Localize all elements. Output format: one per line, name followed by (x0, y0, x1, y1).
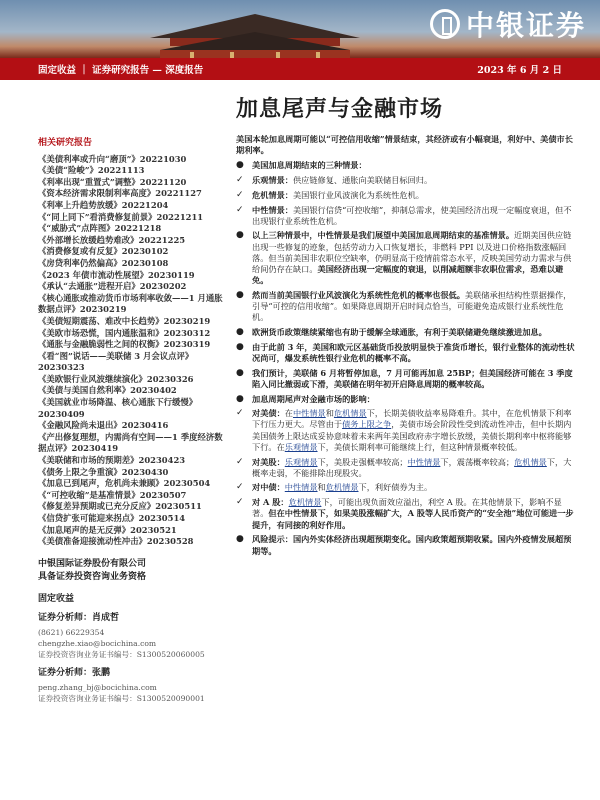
key-point-conclusion: 美国经济出现一定幅度的衰退，以削减超额非农职位需求，恐难以避免。 (252, 264, 564, 286)
related-reports-heading: 相关研究报告 (38, 138, 93, 148)
key-point-lead: 风险提示：国内外实体经济出现超预期变化。国内政策超预期收紧。国内外疫情发展超预期等。 (252, 534, 572, 556)
key-point-text: 和 (317, 482, 326, 493)
key-point-lead: 我们预计，美联储 6 月将暂停加息，7 月可能再加息 25BP；但美国经济可能在 3 季度陷入同比撤弱或下滑，美联储在明年初开启降息周期的概率较高。 (252, 367, 573, 389)
key-point-lead: 由于此前 3 年，美国和欧元区基础货币投放明显快于准货币增长，银行业整体的流动性状况尚可，爆发系统性银行业危机的概率不高。 (252, 341, 575, 363)
key-point (236, 408, 576, 453)
related-report-item[interactable]: 《“可控收缩”是基准情景》20230507 (38, 489, 187, 500)
related-report-item[interactable]: 《2023 年债市流动性展望》20230119 (38, 269, 195, 280)
bullet-icon: ● (236, 160, 244, 171)
scenario-term: 危机情景 (288, 497, 322, 508)
key-point-lead: 对 A 股： (252, 497, 289, 508)
related-report-item[interactable]: 《美欧市场恐慌，国内通胀温和》20230312 (38, 327, 211, 338)
checkmark-icon: ✓ (236, 456, 244, 467)
key-point-lead: 乐观情景： (252, 175, 293, 186)
related-report-item[interactable]: 《利率出现“重置式”调整》20221120 (38, 176, 187, 187)
bullet-icon: ● (236, 341, 244, 352)
key-point-text: 下，利好债券为主。 (358, 482, 433, 493)
related-report-item[interactable]: 《加息尾声的是无反弹》20230521 (38, 524, 177, 535)
key-point-text: 下，美债长期利率可能继续上行，但这种情景概率较低。 (317, 441, 523, 452)
key-point-text: 美国银行业风波演化为系统性危机。 (292, 189, 424, 200)
logo-text: 中银证券 (465, 9, 586, 42)
key-point-text: 近期美国供应链出现一些修复的迹象，包括劳动力入口恢复增长，非燃料 PPI 以及进口价格指数涨幅回落。但当前美国非农职位空缺率，仍明显高于疫情前常态水平，反映美国劳动力需求与供给间仍存在缺口。 (252, 230, 572, 275)
key-point-text: 供应链修复、通胀向美联储目标回归。 (292, 175, 433, 186)
key-point-text: 下，美股走强概率较高； (317, 456, 408, 467)
analyst-email[interactable]: peng.zhang_bj@bocichina.com (38, 682, 157, 692)
key-point (236, 175, 576, 186)
report-header-bar (0, 58, 600, 80)
key-point-text: ，美债市场会阶段性受到流动性冲击，但中长期内美国债务上限达成妥协意味着未来两年美国政府赤字增长放缓，美债长期利率中枢将能够下行。在 (252, 419, 572, 452)
scenario-term: 乐观情景 (284, 441, 318, 452)
bullet-icon: ● (236, 230, 244, 241)
related-report-item[interactable]: 《美欧银行业风波继续演化》20230326 (38, 373, 194, 384)
scenario-term: 危机情景 (333, 408, 367, 419)
key-point (236, 368, 576, 390)
scenario-term: 中性情景 (407, 456, 441, 467)
related-report-item[interactable]: 《产出修复理想，内需尚有空间——1 季度经济数据点评》20230419 (38, 431, 223, 454)
org-license: 具备证券投资咨询业务资格 (38, 571, 147, 582)
palace-roof-image (130, 8, 380, 58)
analyst-phone: (8621) 66229354 (38, 627, 105, 637)
key-point (236, 534, 576, 556)
key-point (236, 457, 576, 479)
sector-label: 固定收益 (38, 593, 75, 604)
boc-logo (430, 4, 586, 44)
related-report-item[interactable]: 《承认“去通胀”进程开启》20230202 (38, 281, 187, 292)
checkmark-icon: ✓ (236, 189, 244, 200)
related-report-item[interactable]: 《美债“险峻”》20221113 (38, 165, 145, 176)
related-report-item[interactable]: 《美债准备迎接流动性冲击》20230528 (38, 536, 194, 547)
related-report-item[interactable]: 《金融风险尚未退出》20230416 (38, 420, 169, 431)
key-point-text: 在 (284, 408, 293, 419)
org-info (38, 558, 226, 584)
related-report-item[interactable]: 《美债利率或升向“磨顶”》20221030 (38, 153, 187, 164)
related-report-item[interactable]: 《“同上同下”看消费修复前景》20221211 (38, 211, 204, 222)
related-report-item[interactable]: 《美国就业市场降温、核心通胀下行缓慢》20230409 (38, 397, 198, 419)
key-point (236, 342, 576, 364)
key-point-lead: 对美债： (252, 408, 285, 419)
related-report-item[interactable]: 《外部增长放缓趋势难改》20221225 (38, 234, 186, 245)
header-banner (0, 0, 600, 58)
checkmark-icon: ✓ (236, 175, 244, 186)
key-point-lead: 美国加息周期结束的三种情景： (252, 160, 367, 171)
bullet-icon: ● (236, 393, 244, 404)
key-point-lead: 加息周期尾声对金融市场的影响： (252, 393, 375, 404)
key-point (236, 482, 576, 493)
scenario-term: 中性情景 (284, 482, 318, 493)
analyst-email[interactable]: chengzhe.xiao@bocichina.com (38, 638, 157, 648)
sidebar (38, 138, 226, 704)
key-point-text: 和 (325, 408, 334, 419)
key-point-text: 美国银行信贷“可控收缩”，抑制总需求，使美国经济出现一定幅度衰退，但不出现银行业系统性危机。 (252, 204, 572, 226)
key-point-text: 美联储承担结构性票据操作，引导“可控的信用收缩”。如果降息周期开启时间点恰当，可能避免造成银行业系统性危机。 (252, 289, 572, 323)
related-report-item[interactable]: 《利率上升趋势放缓》20221204 (38, 199, 169, 210)
related-report-item[interactable]: 《资本经济需求限制利率高度》20221127 (38, 188, 202, 199)
scenario-term: 债务上限之争 (342, 419, 392, 430)
related-report-item[interactable]: 《美联储和市场的预期差》20230423 (38, 455, 186, 466)
report-title: 加息尾声与金融市场 (236, 96, 444, 122)
key-point-lead: 对中债： (252, 482, 285, 493)
report-category: 固定收益 ｜ 证券研究报告 — 深度报告 (38, 65, 204, 76)
related-report-item[interactable]: 《美债短期震荡、难改中长趋势》20230219 (38, 315, 211, 326)
key-point (236, 290, 576, 324)
analyst-license: 证券投资咨询业务证书编号：S1300520060005 (38, 649, 205, 659)
related-report-item[interactable]: 《加息已到尾声，危机尚未兼顾》20230504 (38, 478, 211, 489)
analyst-name: 证券分析师：张鹏 (38, 667, 111, 678)
checkmark-icon: ✓ (236, 408, 244, 419)
analyst-contact (38, 627, 226, 660)
related-report-item[interactable]: 《核心通胀或推动货币市场利率收敛——1 月通胀数据点评》20230219 (38, 292, 223, 315)
key-point (236, 327, 576, 338)
related-report-item[interactable]: 《“威胁式”点阵图》20221218 (38, 223, 162, 234)
key-point (236, 190, 576, 201)
key-point-lead: 欧洲货币政策继续紧缩也有助于缓解全球通胀，有利于美联储避免继续激进加息。 (252, 327, 547, 338)
related-report-item[interactable]: 《修复差异预期或已充分反应》20230511 (38, 501, 202, 512)
key-point-text: 下，震荡概率较高； (440, 456, 515, 467)
scenario-term: 危机情景 (325, 482, 359, 493)
related-report-item[interactable]: 《通胀与金融脆弱性之间的权衡》20230319 (38, 339, 211, 350)
related-report-item[interactable]: 《看“图”说话——美联储 3 月会议点评》20230323 (38, 350, 194, 373)
report-date: 2023 年 6 月 2 日 (477, 65, 562, 76)
key-point-lead: 中性情景： (252, 204, 293, 215)
key-point (236, 230, 576, 286)
bullet-icon: ● (236, 367, 244, 378)
analyst-license: 证券投资咨询业务证书编号：S1300520090001 (38, 693, 205, 703)
scenario-term: 中性情景 (292, 408, 326, 419)
key-point (236, 394, 576, 405)
related-reports-list (38, 154, 226, 548)
key-point-text: 但在中性情景下，如果美股涨幅扩大，A 股等人民币资产的“安全池”地位可能进一步提升，有同接的利好作用。 (252, 508, 574, 530)
bullet-icon: ● (236, 534, 244, 545)
key-points-list (236, 160, 576, 556)
related-report-item[interactable]: 《债务上限之争重演》20230430 (38, 466, 169, 477)
key-point (236, 497, 576, 531)
key-point-lead: 危机情景： (252, 189, 293, 200)
key-point (236, 160, 576, 171)
org-name: 中银国际证券股份有限公司 (38, 558, 147, 569)
key-point-text: 下，大概率走弱，不能排除出现股灾。 (252, 456, 572, 478)
analyst-contact (38, 682, 226, 704)
bullet-icon: ● (236, 327, 244, 338)
boc-logo-icon (430, 9, 460, 39)
key-point-lead: 以上三种情景中，中性情景是我们展望中美国加息周期结束的基准情景。 (252, 230, 515, 241)
bullet-icon: ● (236, 289, 244, 300)
checkmark-icon: ✓ (236, 497, 244, 508)
scenario-term: 乐观情景 (284, 456, 318, 467)
key-point (236, 205, 576, 227)
checkmark-icon: ✓ (236, 482, 244, 493)
analyst-name: 证券分析师：肖成哲 (38, 613, 120, 624)
key-point-text: 下，长期美债收益率易降难升。其中，在危机情景下利率下行压力更大。尽管由于 (252, 408, 572, 430)
main-content (236, 134, 576, 560)
related-report-item[interactable]: 《房贷利率仍然偏高》20230108 (38, 257, 169, 268)
related-report-item[interactable]: 《消费修复或有反复》20230102 (38, 246, 169, 257)
checkmark-icon: ✓ (236, 204, 244, 215)
summary-intro: 美国本轮加息周期可能以“可控信用收缩”情景结束，其经济或有小幅衰退，利好中、美债市长期利率。 (236, 134, 573, 156)
key-point-lead: 对美股： (252, 456, 285, 467)
key-point-text: 下，可能出现负面效应溢出，利空 A 股。在其他情景下，影响不显著。 (252, 497, 562, 519)
related-report-item[interactable]: 《美债与美国自然利率》20230402 (38, 385, 177, 396)
scenario-term: 危机情景 (514, 456, 547, 467)
key-point-lead: 然而当前美国银行业风波演化为系统性危机的概率也很低。 (252, 289, 465, 300)
related-report-item[interactable]: 《信贷扩张可能迎来拐点》20230514 (38, 513, 186, 523)
